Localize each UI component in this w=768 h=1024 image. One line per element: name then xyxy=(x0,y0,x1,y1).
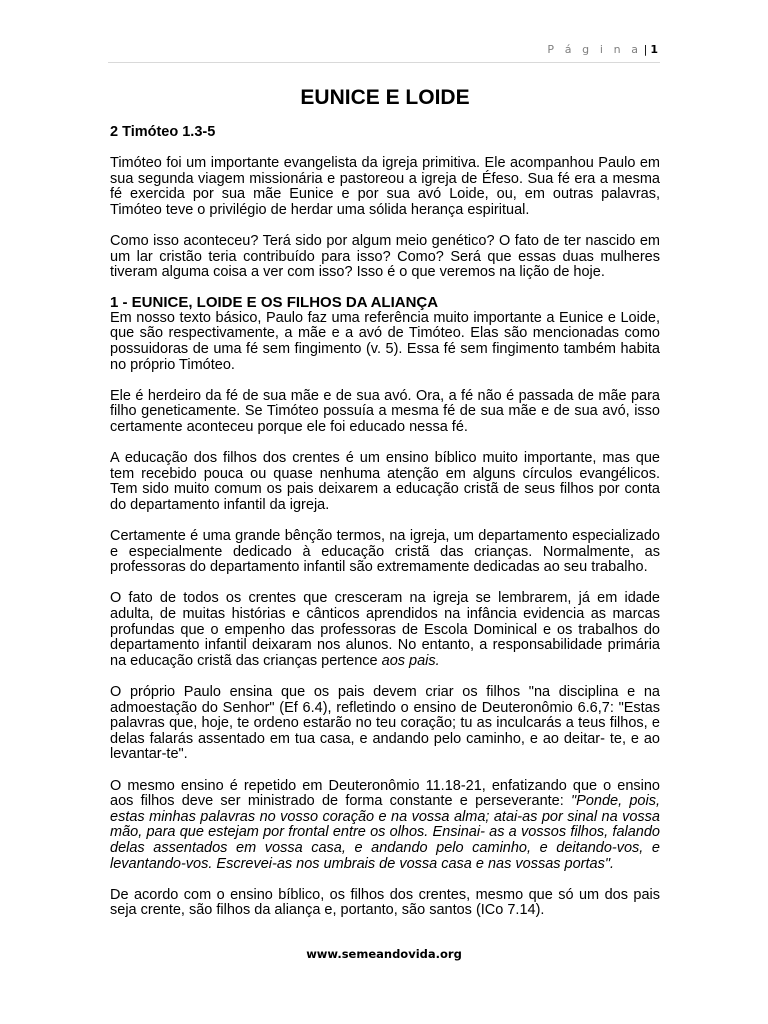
section-heading: 1 - EUNICE, LOIDE E OS FILHOS DA ALIANÇA xyxy=(110,293,439,311)
section-paragraph-5 xyxy=(110,591,660,669)
bible-reference: 2 Timóteo 1.3-5 xyxy=(110,124,216,140)
section-paragraph-8: De acordo com o ensino bíblico, os filhos dos crentes, mesmo que só um dos pais seja crente, são filhos da aliança e, portanto, são santos (ICo 7.14). xyxy=(110,886,660,919)
section-paragraph-7 xyxy=(110,779,660,873)
page-number: 1 xyxy=(650,43,658,56)
page-number-block xyxy=(547,43,658,56)
section-paragraph-6: O próprio Paulo ensina que os pais devem criar os filhos "na disciplina e na admoestação do Senhor" (Ef 6.4), refletindo o ensino de Deuteronômio 6.6,7: "Estas palavras que, hoje, te ordeno estarão no teu coração; tu as inculcarás a teus filhos, e delas falarás assentado em tua casa, e andando pelo caminho, e ao deitar- te, e ao levantar-te". xyxy=(110,684,660,763)
intro-paragraph-2: Como isso aconteceu? Terá sido por algum meio genético? O fato de ter nascido em um lar cristão teria contribuído para isso? Como? Será que essas duas mulheres tiveram alguma coisa a ver com isso? Isso é o que veremos na lição de hoje. xyxy=(110,232,660,281)
section-paragraph-4: Certamente é uma grande bênção termos, na igreja, um departamento especializado e especialmente dedicado à educação cristã das crianças. Normalmente, as professoras do departamento infantil são extremamente dedicadas ao seu trabalho. xyxy=(110,528,660,576)
page-label: P á g i n a xyxy=(547,43,642,56)
document-title: EUNICE E LOIDE xyxy=(300,86,470,109)
paragraph-5-emphasis: aos pais. xyxy=(381,652,440,669)
footer-website: www.semeandovida.org xyxy=(306,947,462,961)
paragraph-5-text: O fato de todos os crentes que cresceram na igreja se lembrarem, já em idade adulta, de muitas histórias e cânticos aprendidos na infância evidencia as marcas profundas que o empenho das professoras de Escola Dominical e os trabalhos do departamento infantil deixaram nos alunos. No entanto, a responsabilidade primária na educação cristã das crianças pertence xyxy=(110,590,660,669)
page-header xyxy=(108,42,660,63)
paragraph-7-text: O mesmo ensino é repetido em Deuteronômio 11.18-21, enfatizando que o ensino aos filhos deve ser ministrado de forma constante e perseverante: xyxy=(110,777,660,810)
section-paragraph-1: Em nosso texto básico, Paulo faz uma referência muito importante a Eunice e Loide, que são respectivamente, a mãe e a avó de Timóteo. Elas são mencionadas como possuidoras de uma fé sem fingimento (v. 5). Essa fé sem fingimento também habita no próprio Timóteo. xyxy=(110,309,660,373)
document-body xyxy=(110,84,660,919)
section-paragraph-2: Ele é herdeiro da fé de sua mãe e de sua avó. Ora, a fé não é passada de mãe para filho geneticamente. Se Timóteo possuía a mesma fé de sua mãe e de sua avó, isso certamente aconteceu porque ele foi educado nessa fé. xyxy=(110,387,660,435)
paragraph-7-quote: "Ponde, pois, estas minhas palavras no vosso coração e na vossa alma; atai-as por sinal na vossa mão, para que estejam por frontal entre os olhos. Ensinai- as a vossos filhos, falando delas assentados em vossa casa, e andando pelo caminho, e deitando-vos, e levantando-vos. Escrevei-as nos umbrais de vossa casa e nas vossas portas". xyxy=(110,793,660,872)
intro-paragraph-1: Timóteo foi um importante evangelista da igreja primitiva. Ele acompanhou Paulo em sua segunda viagem missionária e pastoreou a igreja de Éfeso. Sua fé era a mesma fé exercida por sua mãe Eunice e por sua avó Loide, ou, em outras palavras, Timóteo teve o privilégio de herdar uma sólida herança espiritual. xyxy=(110,155,660,218)
section-paragraph-3: A educação dos filhos dos crentes é um ensino bíblico muito importante, mas que tem recebido pouca ou quase nenhuma atenção em alguns círculos evangélicos. Tem sido muito comum os pais deixarem a educação cristã de seus filhos por conta do departamento infantil da igreja. xyxy=(110,450,660,513)
page-separator: | xyxy=(643,43,648,56)
